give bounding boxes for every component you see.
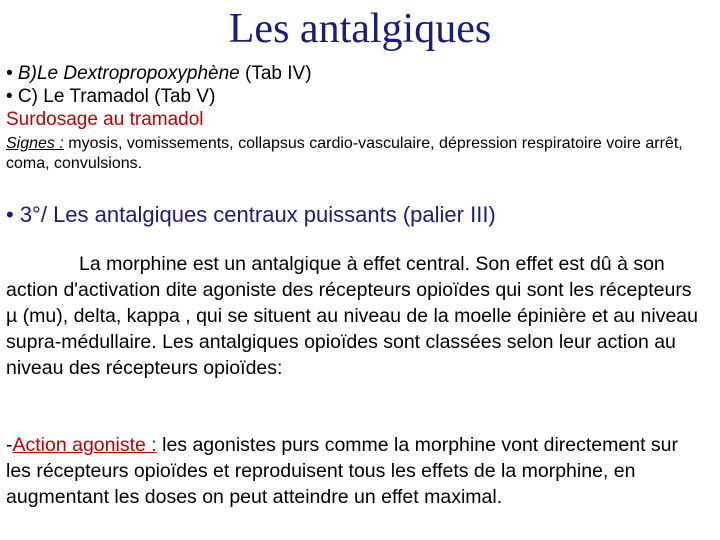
- section-heading: • 3°/ Les antalgiques centraux puissants (palier III): [6, 202, 496, 227]
- signs-label: Signes :: [6, 135, 64, 152]
- morphine-paragraph: [6, 251, 706, 381]
- bullet-b-ref: (Tab IV): [239, 63, 312, 84]
- bullet-b-prefix: • B): [6, 63, 37, 84]
- bullet-list: [6, 62, 312, 131]
- bullet-tramadol: • C) Le Tramadol (Tab V): [6, 86, 216, 107]
- agonist-label: Action agoniste :: [12, 434, 157, 456]
- morphine-paragraph-text: La morphine est un antalgique à effet central. Son effet est dû à son action d'activation dite agoniste des récepteurs opioïdes qui sont les récepteurs µ (mu), delta, kappa , qui se situent au niveau de la moelle épinière et au niveau supra-médullaire. Les antalgiques opioïdes sont classées selon leur action au niveau des récepteurs opioïdes:: [6, 253, 698, 379]
- agonist-text: les agonistes purs comme la morphine vont directement sur les récepteurs opioïdes et reproduisent tous les effets de la morphine, en augmentant les doses on peut atteindre un effet maximal.: [6, 434, 679, 508]
- signs-text: myosis, vomissements, collapsus cardio-vasculaire, dépression respiratoire voire arrêt, coma, convulsions.: [6, 135, 683, 172]
- slide-title: Les antalgiques: [228, 6, 492, 52]
- agonist-dash: -: [6, 434, 13, 456]
- signs-paragraph: [6, 134, 706, 174]
- bullet-b-name: Le Dextropropoxyphène: [36, 63, 240, 84]
- overdose-heading: Surdosage au tramadol: [6, 109, 204, 130]
- bullet-dextropropoxyphene: [6, 62, 312, 85]
- agonist-paragraph: [6, 432, 706, 510]
